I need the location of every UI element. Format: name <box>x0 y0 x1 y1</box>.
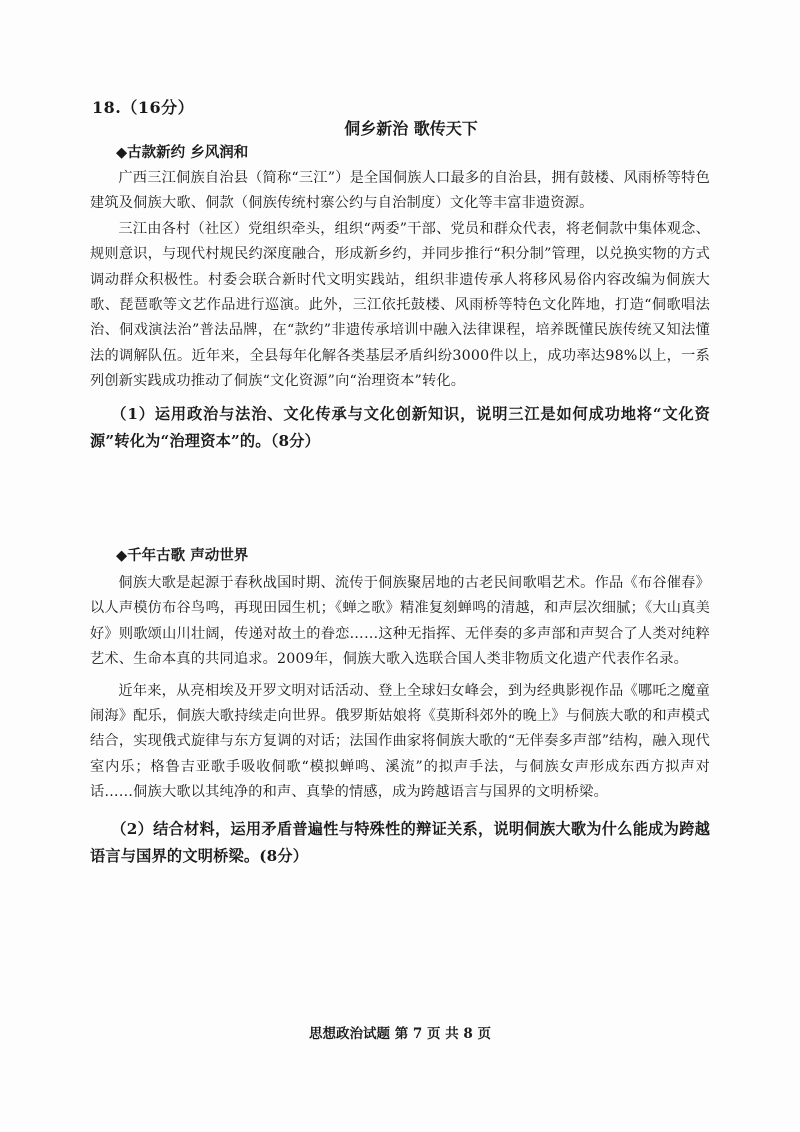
section-2 <box>90 544 710 870</box>
question-number: 18.（16分） <box>92 98 195 117</box>
section-2-paragraph-1: 侗族大歌是起源于春秋战国时期、流传于侗族聚居地的古老民间歌唱艺术。作品《布谷催春》以人声模仿布谷鸟鸣，再现田园生机；《蝉之歌》精准复刻蝉鸣的清越，和声层次细腻；《大山真美好》则歌颂山川壮阔，传递对故土的眷恋……这种无指挥、无伴奏的多声部和声契合了人类对纯粹艺术、生命本真的共同追求。2009年，侗族大歌入选联合国人类非物质文化遗产代表作名录。 <box>90 575 710 668</box>
section-2-paragraph-2: 近年来，从亮相埃及开罗文明对话活动、登上全球妇女峰会，到为经典影视作品《哪吒之魔童闹海》配乐，侗族大歌持续走向世界。俄罗斯姑娘将《莫斯科郊外的晚上》与侗族大歌的和声模式结合，实现俄式旋律与东方复调的对话；法国作曲家将侗族大歌的“无伴奏多声部”结构，融入现代室内乐；格鲁吉亚歌手吸收侗歌“模拟蝉鸣、溪流”的拟声手法，与侗族女声形成东西方拟声对话……侗族大歌以其纯净的和声、真挚的情感，成为跨越语言与国界的文明桥梁。 <box>90 682 710 801</box>
section-2-heading: ◆千年古歌 声动世界 <box>116 547 249 564</box>
section-1-paragraph-1: 广西三江侗族自治县（简称“三江”）是全国侗族人口最多的自治县，拥有鼓楼、风雨桥等特色建筑及侗族大歌、侗款（侗族传统村寨公约与自治制度）文化等丰富非遗资源。 <box>90 170 710 212</box>
section-1-question: （1）运用政治与法治、文化传承与文化创新知识，说明三江是如何成功地将“文化资源”转化为“治理资本”的。（8分） <box>90 404 710 450</box>
section-1-paragraph-2: 三江由各村（社区）党组织牵头，组织“两委”干部、党员和群众代表，将老侗款中集体观念、规则意识，与现代村规民约深度融合，形成新乡约，并同步推行“积分制”管理，以兑换实物的方式调动群众积极性。村委会联合新时代文明实践站，组织非遗传承人将移风易俗内容改编为侗族大歌、琵琶歌等文艺作品进行巡演。此外，三江依托鼓楼、风雨桥等特色文化阵地，打造“侗歌唱法治、侗戏演法治”普法品牌，在“款约”非遗传承培训中融入法律课程，培养既懂民族传统又知法懂法的调解队伍。近年来，全县每年化解各类基层矛盾纠纷3000件以上，成功率达98%以上，一系列创新实践成功推动了侗族“文化资源”向“治理资本”转化。 <box>90 220 710 390</box>
section-2-question: （2）结合材料，运用矛盾普遍性与特殊性的辩证关系，说明侗族大歌为什么能成为跨越语言与国界的文明桥梁。(8分） <box>90 819 710 865</box>
section-1 <box>90 141 710 455</box>
material-title: 侗乡新治 歌传天下 <box>344 119 478 138</box>
page-footer: 思想政治试题 第 7 页 共 8 页 <box>309 1026 491 1042</box>
section-1-heading: ◆古款新约 乡风润和 <box>116 144 249 161</box>
